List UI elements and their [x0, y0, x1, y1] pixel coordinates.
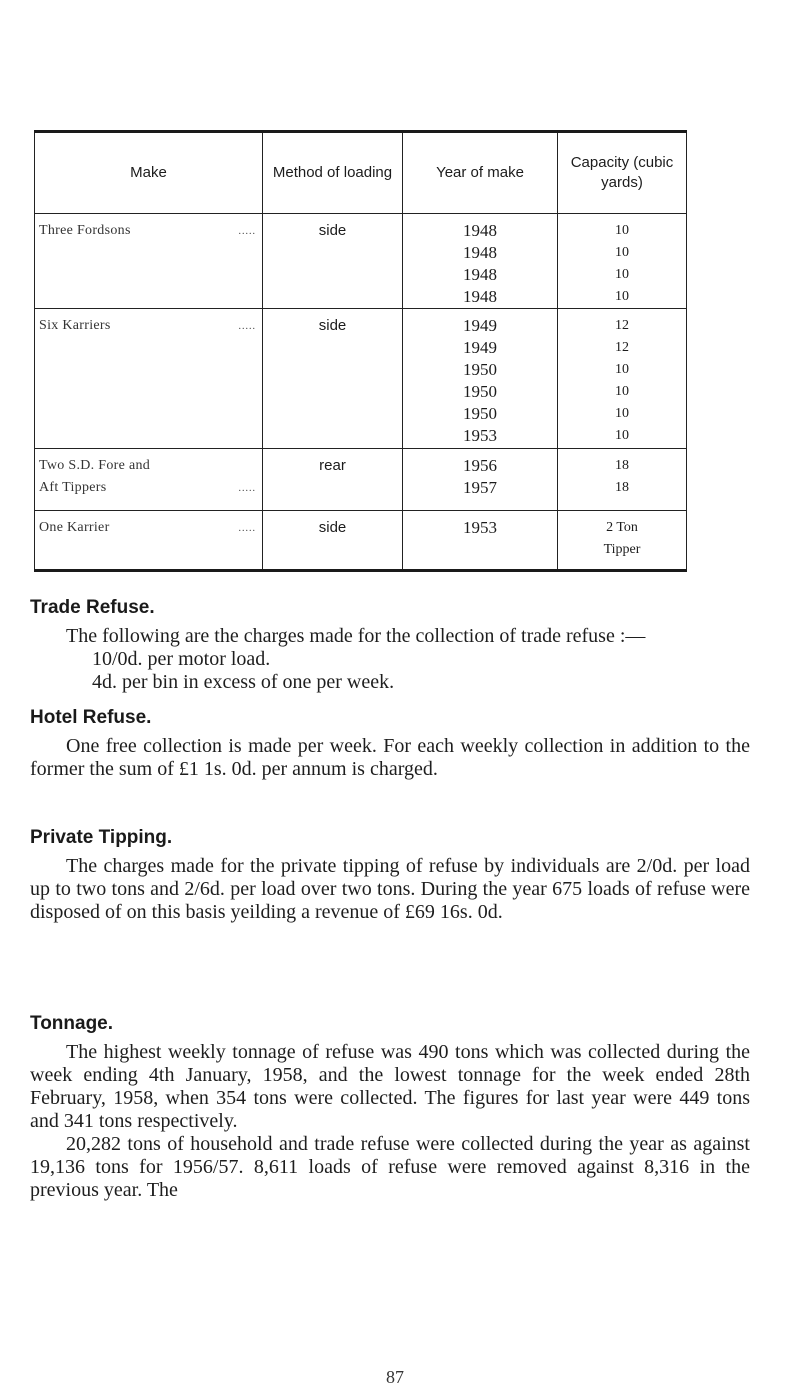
cell-make [35, 309, 263, 449]
year-value: 1957 [463, 478, 497, 497]
hotel-refuse-text: One free collection is made per week. For each weekly collection in addition to the former the sum of £1 1s. 0d. per annum is charged. [30, 735, 750, 780]
capacity-value: 2 Ton [606, 520, 638, 535]
capacity-value: 10 [615, 362, 629, 377]
cell-method: side [263, 214, 403, 309]
header-method: Method of loading [263, 132, 403, 214]
leader-dots: ..... [238, 321, 256, 332]
cell-capacities [558, 449, 687, 511]
cell-method: side [263, 511, 403, 571]
table-header-row [35, 132, 687, 214]
cell-make [35, 511, 263, 571]
year-value: 1948 [463, 243, 497, 262]
capacity-value: Tipper [603, 542, 641, 557]
capacity-value: 18 [615, 458, 629, 473]
capacity-value: 12 [615, 318, 629, 333]
capacity-value: 10 [615, 245, 629, 260]
make-text: Aft Tippers [39, 480, 107, 495]
year-value: 1953 [463, 518, 497, 537]
cell-years [403, 511, 558, 571]
capacity-value: 12 [615, 340, 629, 355]
make-line [39, 477, 262, 500]
header-year: Year of make [403, 132, 558, 214]
trade-refuse-intro [30, 625, 750, 648]
table-row [35, 309, 687, 449]
leader-dots: ..... [238, 523, 256, 534]
capacity-value: 10 [615, 267, 629, 282]
vehicle-table-container [34, 130, 686, 557]
hotel-refuse-section [30, 706, 750, 781]
cell-method: side [263, 309, 403, 449]
trade-refuse-intro-text: The following are the charges made for the collection of trade refuse :— [66, 625, 646, 647]
year-value: 1950 [463, 404, 497, 423]
cell-years [403, 449, 558, 511]
cell-years [403, 309, 558, 449]
tonnage-para-2: 20,282 tons of household and trade refuse were collected during the year as against 19,136 tons for 1956/57. 8,611 loads of refuse were removed against 8,316 in the previous year. The [30, 1133, 750, 1201]
cell-capacities [558, 214, 687, 309]
capacity-value: 10 [615, 289, 629, 304]
leader-dots: ..... [238, 483, 256, 494]
header-capacity: Capacity (cubic yards) [558, 132, 687, 214]
make-text: One Karrier [39, 520, 110, 535]
table-body [35, 214, 687, 571]
cell-capacities [558, 309, 687, 449]
make-line [39, 315, 262, 338]
tonnage-heading: Tonnage. [30, 1013, 114, 1034]
year-value: 1948 [463, 287, 497, 306]
year-value: 1956 [463, 456, 497, 475]
cell-capacities [558, 511, 687, 571]
hotel-refuse-heading: Hotel Refuse. [30, 707, 152, 728]
table-row [35, 449, 687, 511]
year-value: 1949 [463, 338, 497, 357]
capacity-value: 10 [615, 406, 629, 421]
capacity-value: 10 [615, 428, 629, 443]
tonnage-para-1: The highest weekly tonnage of refuse was 490 tons which was collected during the week ending 4th January, 1958, and the lowest tonnage for the week ended 28th February, 1958, when 354 tons were collected. The figures for last year were 449 tons and 341 tons respectively. [30, 1041, 750, 1132]
year-value: 1950 [463, 382, 497, 401]
capacity-value: 10 [615, 223, 629, 238]
trade-charge-1: 10/0d. per motor load. [92, 648, 271, 670]
make-line [39, 517, 262, 540]
page-number: 87 [386, 1367, 404, 1387]
leader-dots: ..... [238, 226, 256, 237]
header-make: Make [35, 132, 263, 214]
private-tipping-heading: Private Tipping. [30, 827, 173, 848]
capacity-value: 10 [615, 384, 629, 399]
cell-make [35, 449, 263, 511]
private-tipping-section [30, 826, 750, 924]
trade-charge-2: 4d. per bin in excess of one per week. [92, 671, 395, 693]
make-text: Three Fordsons [39, 223, 131, 238]
vehicle-table [34, 130, 687, 572]
cell-make [35, 214, 263, 309]
cell-years [403, 214, 558, 309]
table-row [35, 214, 687, 309]
year-value: 1950 [463, 360, 497, 379]
capacity-value: 18 [615, 480, 629, 495]
trade-refuse-heading: Trade Refuse. [30, 597, 155, 618]
make-text: Two S.D. Fore and [39, 458, 151, 473]
make-line [39, 455, 262, 477]
year-value: 1948 [463, 221, 497, 240]
private-tipping-text: The charges made for the private tipping of refuse by individuals are 2/0d. per load up to two tons and 2/6d. per load over two tons. During the year 675 loads of refuse were disposed of on this basis yeilding a revenue of £69 16s. 0d. [30, 855, 750, 923]
year-value: 1949 [463, 316, 497, 335]
cell-method: rear [263, 449, 403, 511]
tonnage-section [30, 1012, 750, 1202]
year-value: 1953 [463, 426, 497, 445]
trade-refuse-section [30, 596, 750, 694]
year-value: 1948 [463, 265, 497, 284]
make-line [39, 220, 262, 243]
make-text: Six Karriers [39, 318, 111, 333]
table-row [35, 511, 687, 571]
